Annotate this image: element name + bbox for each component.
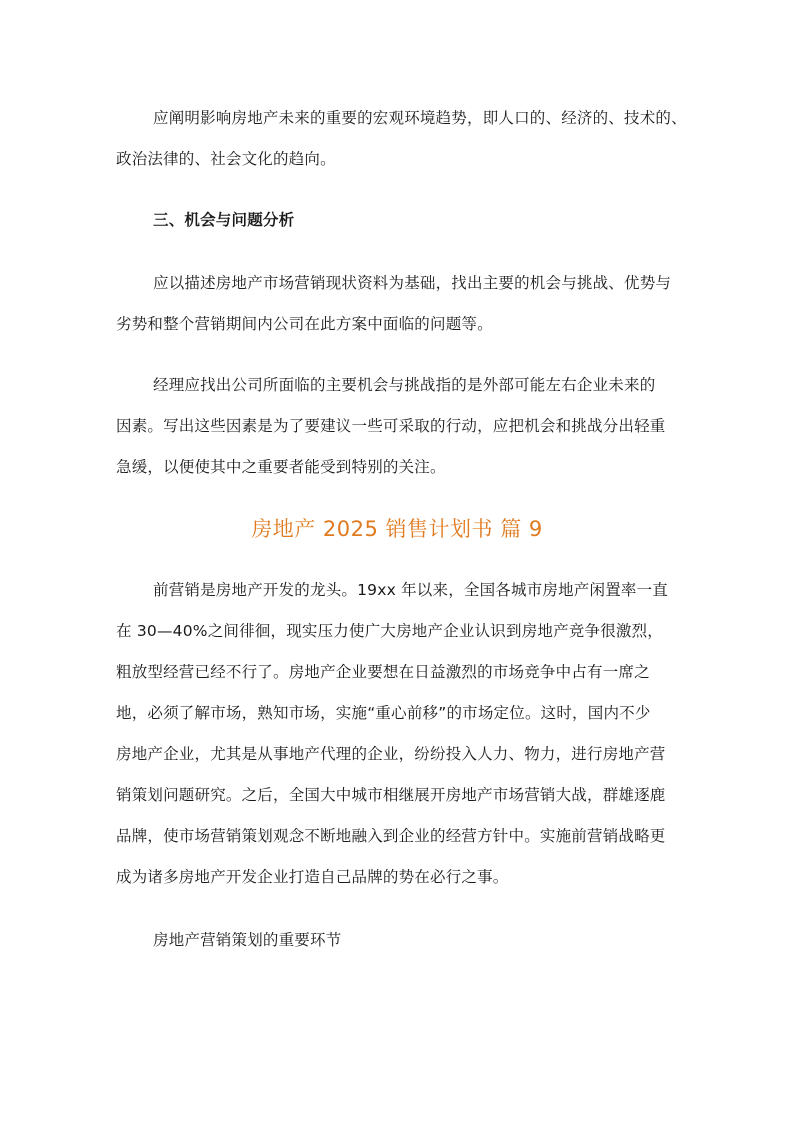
paragraph-line: 劣势和整个营销期间内公司在此方案中面临的问题等。 bbox=[116, 315, 493, 333]
paragraph-line: 销策划问题研究。之后，全国大中城市相继展开房地产市场营销大战，群雄逐鹿 bbox=[116, 786, 666, 804]
paragraph-line: 房地产营销策划的重要环节 bbox=[153, 931, 342, 949]
paragraph-line: 品牌，使市场营销策划观念不断地融入到企业的经营方针中。实施前营销战略更 bbox=[116, 827, 666, 845]
article-title: 房地产 2025 销售计划书 篇 9 bbox=[251, 517, 543, 541]
paragraph-line: 应以描述房地产市场营销现状资料为基础，找出主要的机会与挑战、优势与 bbox=[153, 274, 672, 292]
paragraph-line: 在 30—40%之间徘徊，现实压力使广大房地产企业认识到房地产竞争很激烈， bbox=[116, 622, 664, 640]
paragraph-line: 因素。写出这些因素是为了要建议一些可采取的行动，应把机会和挑战分出轻重 bbox=[116, 417, 666, 435]
paragraph-line: 前营销是房地产开发的龙头。19xx 年以来，全国各城市房地产闲置率一直 bbox=[153, 581, 668, 599]
paragraph-line: 房地产企业，尤其是从事地产代理的企业，纷纷投入人力、物力，进行房地产营 bbox=[116, 745, 666, 763]
paragraph-line: 急缓，以便使其中之重要者能受到特别的关注。 bbox=[116, 458, 446, 476]
section-heading: 三、机会与问题分析 bbox=[153, 211, 295, 229]
paragraph-line: 经理应找出公司所面临的主要机会与挑战指的是外部可能左右企业未来的 bbox=[153, 376, 656, 394]
paragraph-line: 应阐明影响房地产未来的重要的宏观环境趋势，即人口的、经济的、技术的、 bbox=[153, 109, 687, 127]
paragraph-line: 成为诸多房地产开发企业打造自己品牌的势在必行之事。 bbox=[116, 868, 509, 886]
paragraph-line: 地，必须了解市场，熟知市场，实施“重心前移”的市场定位。这时，国内不少 bbox=[116, 704, 651, 722]
paragraph-line: 政治法律的、社会文化的趋向。 bbox=[116, 150, 336, 168]
paragraph-line: 粗放型经营已经不行了。房地产企业要想在日益激烈的市场竞争中占有一席之 bbox=[116, 663, 650, 681]
